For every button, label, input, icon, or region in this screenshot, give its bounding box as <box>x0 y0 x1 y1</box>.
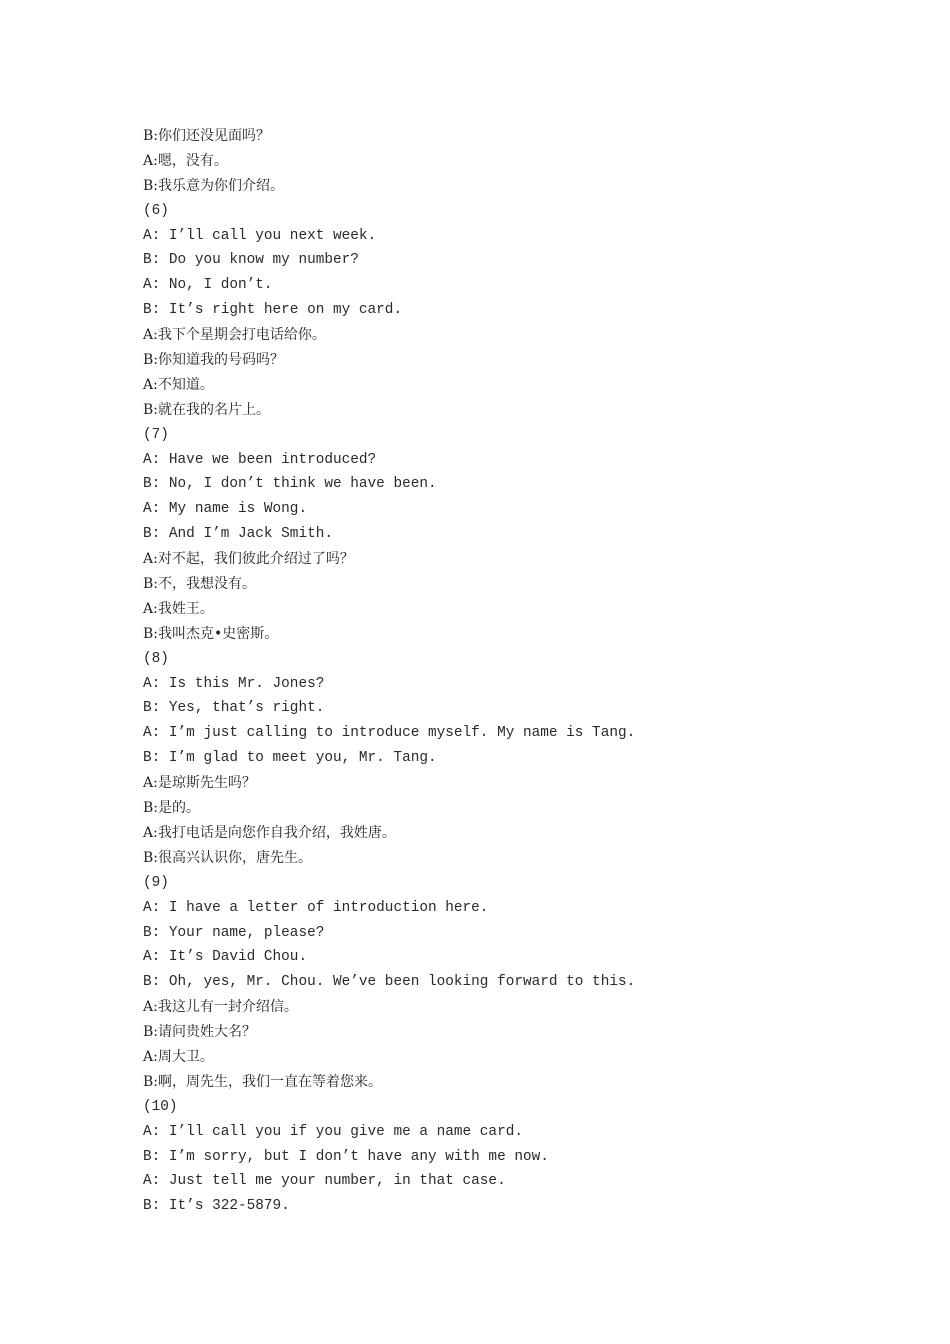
dialogue-line: B: Oh, yes, Mr. Chou. We’ve been looking forward to this. <box>143 974 636 991</box>
dialogue-line: B:你们还没见面吗？ <box>143 128 271 144</box>
dialogue-line: B: It’s right here on my card. <box>143 302 403 319</box>
dialogue-line: B:我叫杰克•史密斯。 <box>143 625 279 642</box>
dialogue-line: A: Is this Mr. Jones? <box>143 675 325 692</box>
dialogue-line: B: I’m glad to meet you, Mr. Tang. <box>143 750 437 767</box>
dialogue-line: A: I’m just calling to introduce myself. My name is Tang. <box>143 725 636 742</box>
dialogue-line: B: Yes, that’s right. <box>143 700 325 717</box>
dialogue-line: A:是琼斯先生吗？ <box>143 775 256 792</box>
dialogue-line: B:不，我想没有。 <box>143 576 257 593</box>
dialogue-line: B: And I’m Jack Smith. <box>143 526 333 543</box>
dialogue-line: B:就在我的名片上。 <box>143 401 271 418</box>
dialogue-line: B:是的。 <box>143 800 201 817</box>
section-number: (7) <box>143 426 169 443</box>
dialogue-line: B: Do you know my number? <box>143 252 359 269</box>
dialogue-line: A:对不起，我们彼此介绍过了吗？ <box>143 551 354 568</box>
section-number: (9) <box>143 874 169 891</box>
dialogue-line: A: I have a letter of introduction here. <box>143 899 489 916</box>
dialogue-line: A:周大卫。 <box>143 1048 214 1065</box>
dialogue-text-block <box>143 124 843 1219</box>
dialogue-line: A: Have we been introduced? <box>143 451 377 468</box>
dialogue-line: B:我乐意为你们介绍。 <box>143 177 285 194</box>
dialogue-line: B: It’s 322-5879. <box>143 1198 290 1215</box>
dialogue-line: A:我姓王。 <box>143 600 214 617</box>
dialogue-line: B: Your name, please? <box>143 924 325 941</box>
dialogue-line: A:我下个星期会打电话给你。 <box>143 327 326 344</box>
dialogue-line: A: My name is Wong. <box>143 501 308 518</box>
dialogue-line: B: I’m sorry, but I don’t have any with me now. <box>143 1148 549 1165</box>
dialogue-line: A: I’ll call you if you give me a name card. <box>143 1123 523 1140</box>
dialogue-line: B:啊，周先生，我们一直在等着您来。 <box>143 1073 383 1090</box>
section-number: (6) <box>143 202 169 219</box>
section-number: (8) <box>143 650 169 667</box>
dialogue-line: B:很高兴认识你，唐先生。 <box>143 849 313 866</box>
dialogue-line: B:请问贵姓大名？ <box>143 1024 257 1041</box>
dialogue-line: A: It’s David Chou. <box>143 949 308 966</box>
dialogue-line: A: No, I don’t. <box>143 277 273 294</box>
dialogue-line: A:嗯，没有。 <box>143 152 228 169</box>
dialogue-line: A: I’ll call you next week. <box>143 227 377 244</box>
dialogue-line: A:我打电话是向您作自我介绍，我姓唐。 <box>143 824 396 841</box>
dialogue-line: A: Just tell me your number, in that case. <box>143 1173 506 1190</box>
dialogue-line: A:不知道。 <box>143 376 214 393</box>
dialogue-line: A:我这儿有一封介绍信。 <box>143 999 298 1016</box>
dialogue-line: B: No, I don’t think we have been. <box>143 476 437 493</box>
dialogue-line: B:你知道我的号码吗？ <box>143 352 285 369</box>
section-number: (10) <box>143 1098 178 1115</box>
